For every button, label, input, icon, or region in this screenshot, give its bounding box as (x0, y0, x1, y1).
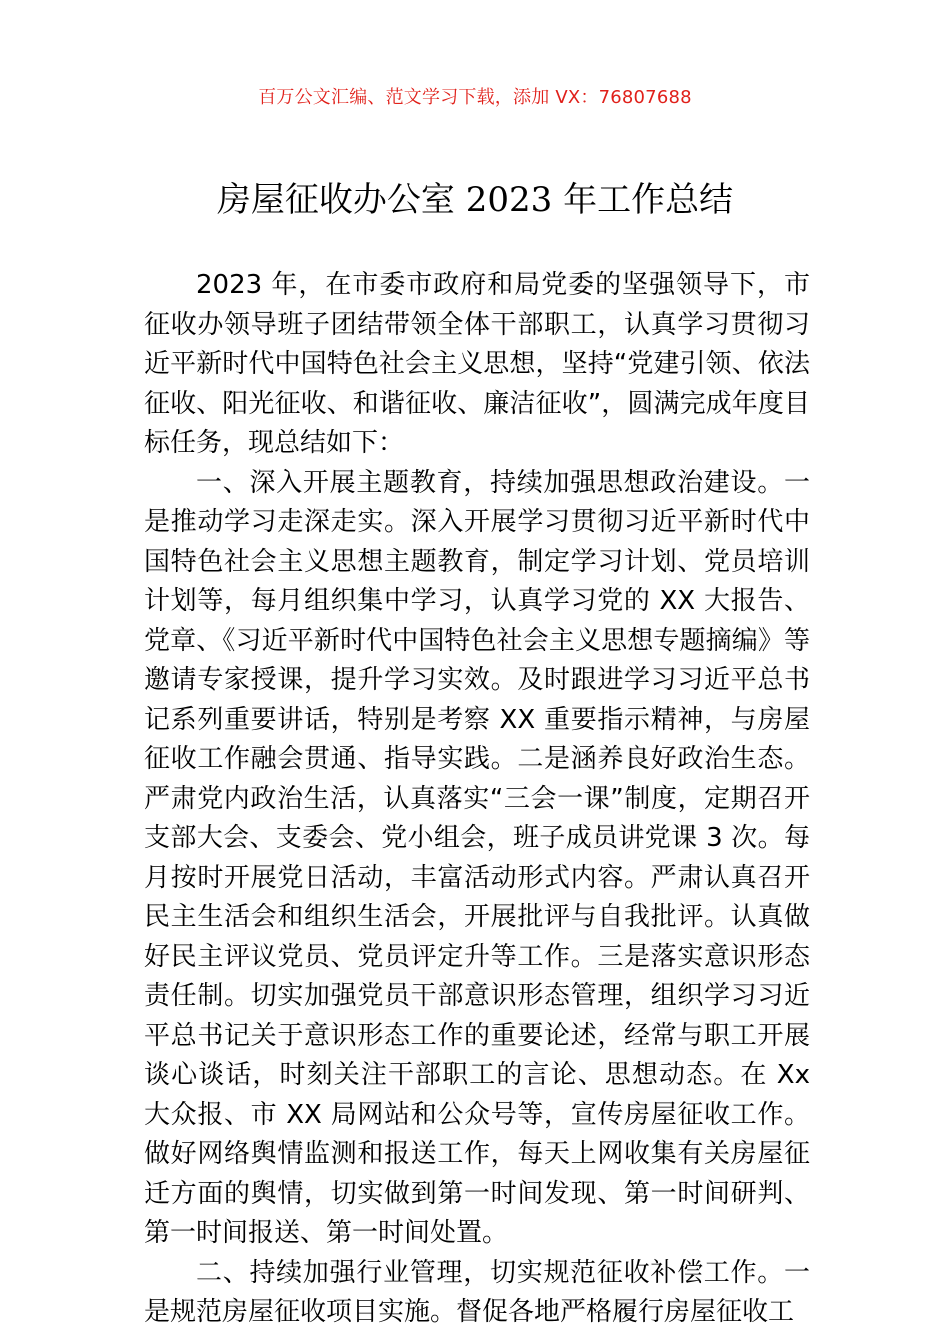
paragraph-intro: 2023 年，在市委市政府和局党委的坚强领导下，市征收办领导班子团结带领全体干部职工，认真学习贯彻习近平新时代中国特色社会主义思想，坚持“党建引领、依法征收、阳光征收、和谐征收、廉洁征收”，圆满完成年度目标任务，现总结如下： (144, 270, 810, 458)
paragraph-section-1: 一、深入开展主题教育，持续加强思想政治建设。一是推动学习走深走实。深入开展学习贯彻习近平新时代中国特色社会主义思想主题教育，制定学习计划、党员培训计划等，每月组织集中学习，认真学习党的 XX 大报告、党章、《习近平新时代中国特色社会主义思想专题摘编》等邀请专家授课，提升学习实效。及时跟进学习习近平总书记系列重要讲话，特别是考察 XX 重要指示精神，与房屋征收工作融会贯通、指导实践。二是涵养良好政治生态。严肃党内政治生活，认真落实“三会一课”制度，定期召开支部大会、支委会、党小组会，班子成员讲党课 3 次。每月按时开展党日活动，丰富活动形式内容。严肃认真召开民主生活会和组织生活会，开展批评与自我批评。认真做好民主评议党员、党员评定升等工作。三是落实意识形态责任制。切实加强党员干部意识形态管理，组织学习习近平总书记关于意识形态工作的重要论述，经常与职工开展谈心谈话，时刻关注干部职工的言论、思想动态。在 Xx 大众报、市 XX 局网站和公众号等，宣传房屋征收工作。做好网络舆情监测和报送工作，每天上网收集有关房屋征迁方面的舆情，切实做到第一时间发现、第一时间研判、第一时间报送、第一时间处置。 (144, 467, 810, 1248)
paragraph-section-2: 二、持续加强行业管理，切实规范征收补偿工作。一是规范房屋征收项目实施。督促各地严格履行房屋征收工 (144, 1257, 810, 1327)
page-title: 房屋征收办公室 2023 年工作总结 (216, 180, 734, 220)
document-body (144, 266, 810, 1333)
download-notice: 百万公文汇编、范文学习下载，添加 VX：76807688 (258, 87, 692, 108)
